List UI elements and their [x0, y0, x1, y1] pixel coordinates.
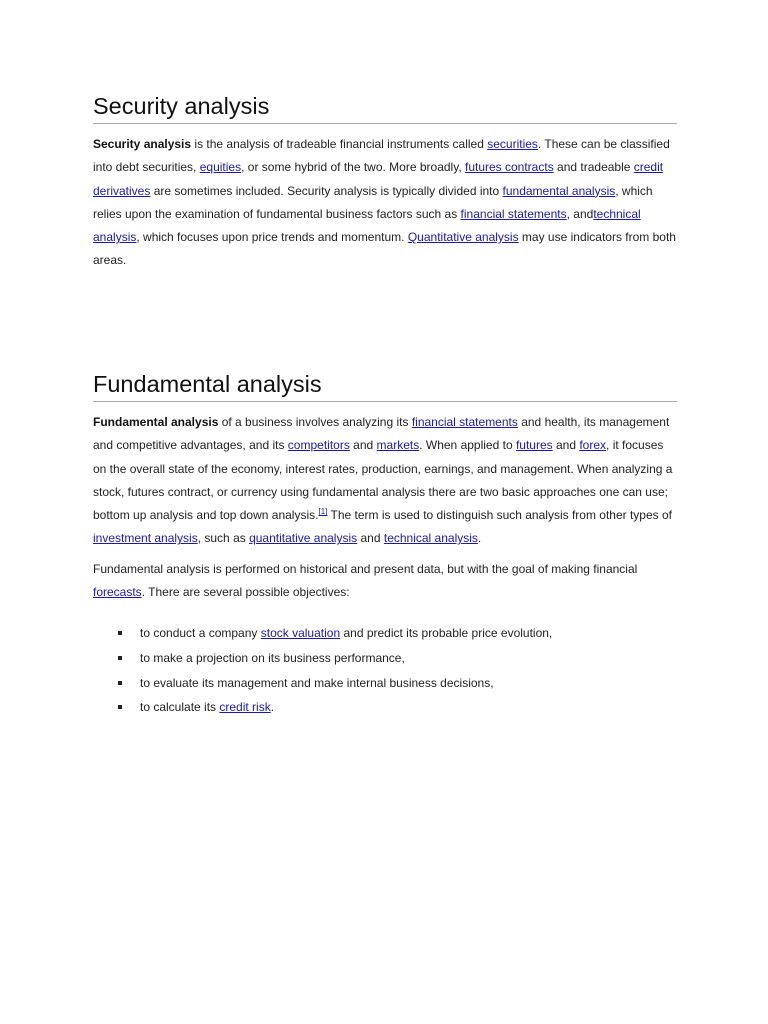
square-bullet-icon — [118, 656, 122, 660]
link-fundamental-analysis[interactable]: fundamental analysis — [502, 183, 616, 198]
link-equities[interactable]: equities — [199, 160, 242, 175]
paragraph-text: , and — [566, 206, 594, 221]
security-analysis-section — [93, 91, 677, 273]
bold-term: Security analysis — [93, 137, 192, 151]
link-futures[interactable]: futures — [515, 438, 553, 453]
paragraph-text: and — [552, 438, 580, 453]
paragraph-text: , it focuses on the overall state of the economy, interest rates, production, earnings, and management. When analyzing a stock, futures contract, or currency using fundamental analysis there are two basic approaches one can use; bottom up analysis and top down analysis. — [93, 438, 673, 523]
reference-link[interactable]: [1] — [318, 507, 328, 517]
list-item-text: to make a projection on its business performance, — [140, 651, 405, 666]
paragraph-text: and tradeable — [553, 160, 634, 175]
square-bullet-icon — [118, 631, 122, 635]
link-financial-statements[interactable]: financial statements — [411, 415, 518, 429]
objectives-list — [93, 621, 677, 720]
link-financial-statements[interactable]: financial statements — [460, 206, 567, 221]
square-bullet-icon — [118, 681, 122, 685]
list-item-text: to calculate its — [140, 700, 220, 715]
list-item — [93, 621, 677, 646]
paragraph-text: The term is used to distinguish such analysis from other types of — [327, 508, 672, 523]
fundamental-analysis-section — [93, 369, 677, 720]
link-competitors[interactable]: competitors — [287, 438, 350, 453]
link-markets[interactable]: markets — [376, 438, 420, 453]
paragraph-text: . When applied to — [419, 438, 516, 453]
link-forex[interactable]: forex — [579, 438, 607, 453]
objectives-intro-paragraph — [93, 558, 677, 605]
list-item — [93, 695, 677, 720]
link-technical-analysis[interactable]: technical analysis — [93, 206, 641, 245]
link-futures-contracts[interactable]: futures contracts — [464, 160, 554, 175]
paragraph-text: are sometimes included. Security analysis is typically divided into — [150, 183, 503, 198]
paragraph-text: and health, its management and competitive advantages, and its — [93, 415, 670, 453]
link-forecasts[interactable]: forecasts — [93, 585, 142, 600]
paragraph-text: , such as — [197, 531, 250, 546]
paragraph-text: of a business involves analyzing its — [218, 415, 412, 429]
paragraph-text: Fundamental analysis is performed on historical and present data, but with the goal of making financial — [93, 561, 638, 576]
link-credit-derivatives[interactable]: credit derivatives — [93, 160, 664, 198]
list-item — [93, 671, 677, 696]
paragraph-text: , which relies upon the examination of fundamental business factors such as — [93, 183, 653, 221]
link-quantitative-analysis[interactable]: Quantitative analysis — [407, 230, 519, 245]
paragraph-text: and — [357, 531, 384, 546]
fundamental-analysis-paragraph — [93, 411, 677, 551]
paragraph-text: . These can be classified into debt securities, — [93, 137, 670, 175]
bold-term: Fundamental analysis — [93, 415, 219, 429]
paragraph-text: and — [349, 438, 377, 453]
link-quantitative-analysis[interactable]: quantitative analysis — [249, 531, 358, 546]
security-analysis-paragraph — [93, 133, 677, 273]
link-technical-analysis[interactable]: technical analysis — [383, 531, 478, 546]
list-item-text: to conduct a company — [140, 626, 261, 641]
link-investment-analysis[interactable]: investment analysis — [93, 531, 198, 546]
paragraph-text: , which focuses upon price trends and momentum. — [136, 230, 408, 245]
security-analysis-heading: Security analysis — [93, 91, 677, 124]
list-item-text: and predict its probable price evolution, — [340, 626, 553, 641]
list-item — [93, 646, 677, 671]
link-stock-valuation[interactable]: stock valuation — [260, 626, 341, 641]
fundamental-analysis-heading: Fundamental analysis — [93, 369, 677, 402]
paragraph-text: is the analysis of tradeable financial instruments called — [191, 137, 488, 151]
list-item-text: to evaluate its management and make internal business decisions, — [140, 675, 494, 690]
paragraph-text: , or some hybrid of the two. More broadly, — [241, 160, 465, 175]
paragraph-text: . — [477, 531, 482, 546]
paragraph-text: . There are several possible objectives: — [141, 585, 350, 600]
link-securities[interactable]: securities — [487, 137, 538, 151]
link-credit-risk[interactable]: credit risk — [219, 700, 271, 715]
square-bullet-icon — [118, 705, 122, 709]
paragraph-text: may use indicators from both areas. — [93, 230, 676, 268]
list-item-text: . — [270, 700, 275, 715]
